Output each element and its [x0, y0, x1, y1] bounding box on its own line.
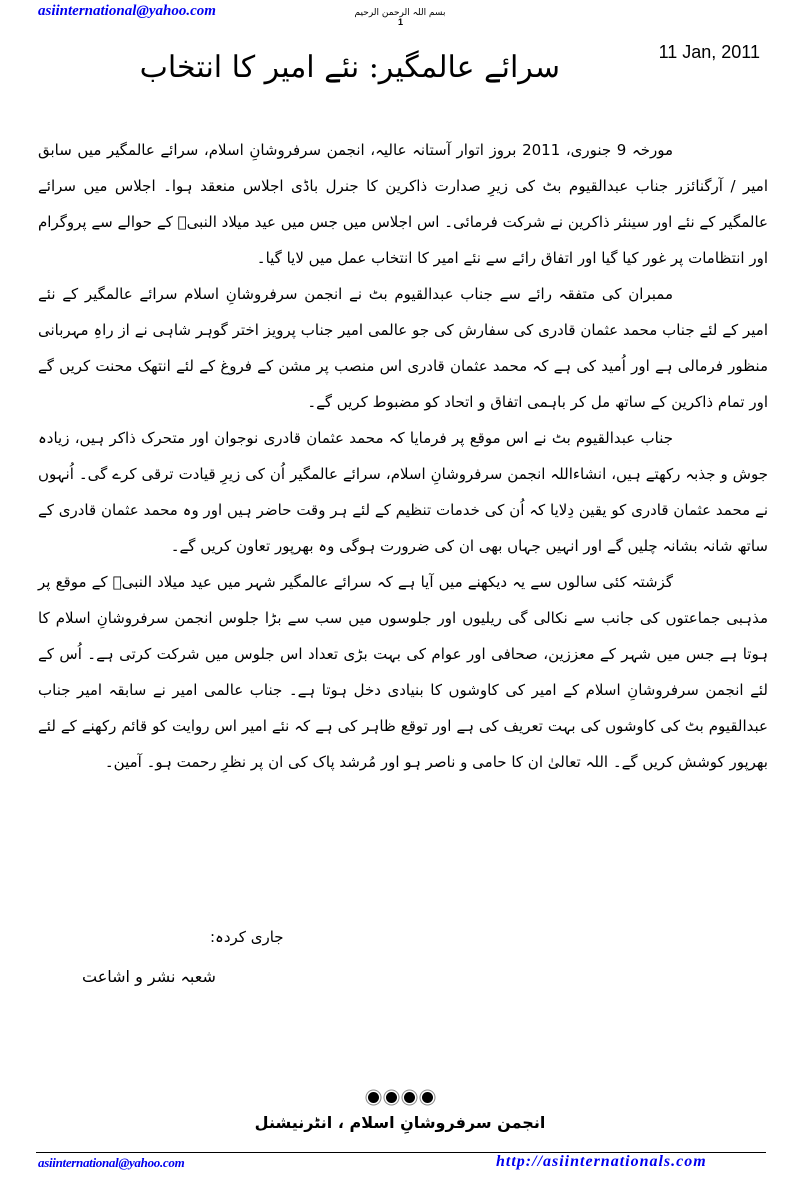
document-title: سرائے عالمگیر: نئے امیر کا انتخاب — [139, 50, 560, 85]
ornament-star-icon — [386, 1092, 397, 1103]
footer-ornament — [366, 1090, 435, 1105]
document-date: 11 Jan, 2011 — [658, 42, 760, 62]
footer-website-link[interactable]: http://asiinternationals.com — [496, 1153, 707, 1170]
paragraph-meeting: مورخہ 9 جنوری، 2011 بروز اتوار آستانہ عالیہ، انجمن سرفروشانِ اسلام، سرائے عالمگیر میں سابق امیر / آرگنائزر جناب عبدالقیوم بٹ کی زیرِ صدارت ذاکرین کا جنرل باڈی اجلاس منعقد ہوا۔ اجلاس میں سرائے عالمگیر کے نئے اور سینئر ذاکرین نے شرکت فرمائی۔ اس اجلاس میں جس میں عید میلاد النبیؐ کے حوالے سے پروگرام اور انتظامات پر غور کیا گیا اور اتفاق رائے سے نئے امیر کا انتخاب عمل میں لایا گیا۔ — [38, 141, 768, 267]
ornament-star-icon — [368, 1092, 379, 1103]
bismillah-heading: بسم اللہ الرحمن الرحیم — [354, 8, 446, 18]
issued-by-label: جاری کردہ: — [210, 928, 284, 946]
paragraph-procession: گزشتہ کئی سالوں سے یہ دیکھنے میں آیا ہے کہ سرائے عالمگیر شہر میں عید میلاد النبیؐ کے موقع پر مذہبی جماعتوں کی جانب سے نکالی گی ریلیوں اور جلوسوں میں سب سے بڑا جلوس انجمن سرفروشانِ اسلام کا ہوتا ہے جس میں شہر کے معززین، صحافی اور عوام کی بہت بڑی تعداد اس جلوس میں شرکت کرتی ہے۔ اُس کے لئے انجمن سرفروشانِ اسلام کے امیر کی کاوشوں کا بنیادی دخل ہوتا ہے۔ جناب عالمی امیر نے سابقہ امیر جناب عبدالقیوم بٹ کی کاوشوں کی بہت تعریف کی ہے اور توقع ظاہر کی ہے کہ نئے امیر اس روایت کو قائم رکھنے کے لئے بھرپور کوشش کریں گے۔ اللہ تعالیٰ ان کا حامی و ناصر ہو اور مُرشد پاک کی ان پر نظرِ رحمت ہو۔ آمین۔ — [38, 573, 768, 771]
paragraph-recommendation: ممبران کی متفقہ رائے سے جناب عبدالقیوم بٹ نے انجمن سرفروشانِ اسلام سرائے عالمگیر کے نئے امیر کے لئے جناب محمد عثمان قادری کی سفارش کی جو عالمی امیر جناب پرویز اختر گوہر شاہی نے از راہِ مہربانی منظور فرمالی ہے اور اُمید کی ہے کہ محمد عثمان قادری اس منصب پر مشن کے فروغ کے لئے انتھک محنت کریں گے اور تمام ذاکرین کے ساتھ مل کر باہمی اتفاق و اتحاد کو مضبوط کریں گے۔ — [38, 285, 768, 411]
issuing-department: شعبہ نشر و اشاعت — [82, 967, 216, 986]
paragraph-statement: جناب عبدالقیوم بٹ نے اس موقع پر فرمایا کہ محمد عثمان قادری نوجوان اور متحرک ذاکر ہیں، زیادہ جوش و جذبہ رکھتے ہیں، انشاءاللہ انجمن سرفروشانِ اسلام، سرائے عالمگیر اُن کی زیرِ قیادت ترقی کرے گی۔ اُنہوں نے محمد عثمان قادری کو یقین دِلایا کہ اُن کی خدمات تنظیم کے لئے ہر وقت حاضر ہیں اور وہ محمد عثمان قادری کے ساتھ شانہ بشانہ چلیں گے اور انہیں جہاں بھی ان کی ضرورت ہوگی وہ بھرپور تعاون کریں گے۔ — [38, 429, 768, 555]
ornament-star-icon — [404, 1092, 415, 1103]
ornament-star-icon — [422, 1092, 433, 1103]
organization-name: انجمن سرفروشانِ اسلام ، انٹرنیشنل — [254, 1113, 546, 1132]
header-email-link[interactable]: asiinternational@yahoo.com — [38, 3, 216, 19]
page-number: 1 — [398, 17, 404, 27]
document-body — [38, 132, 768, 780]
footer-email-link[interactable]: asiinternational@yahoo.com — [38, 1155, 185, 1170]
